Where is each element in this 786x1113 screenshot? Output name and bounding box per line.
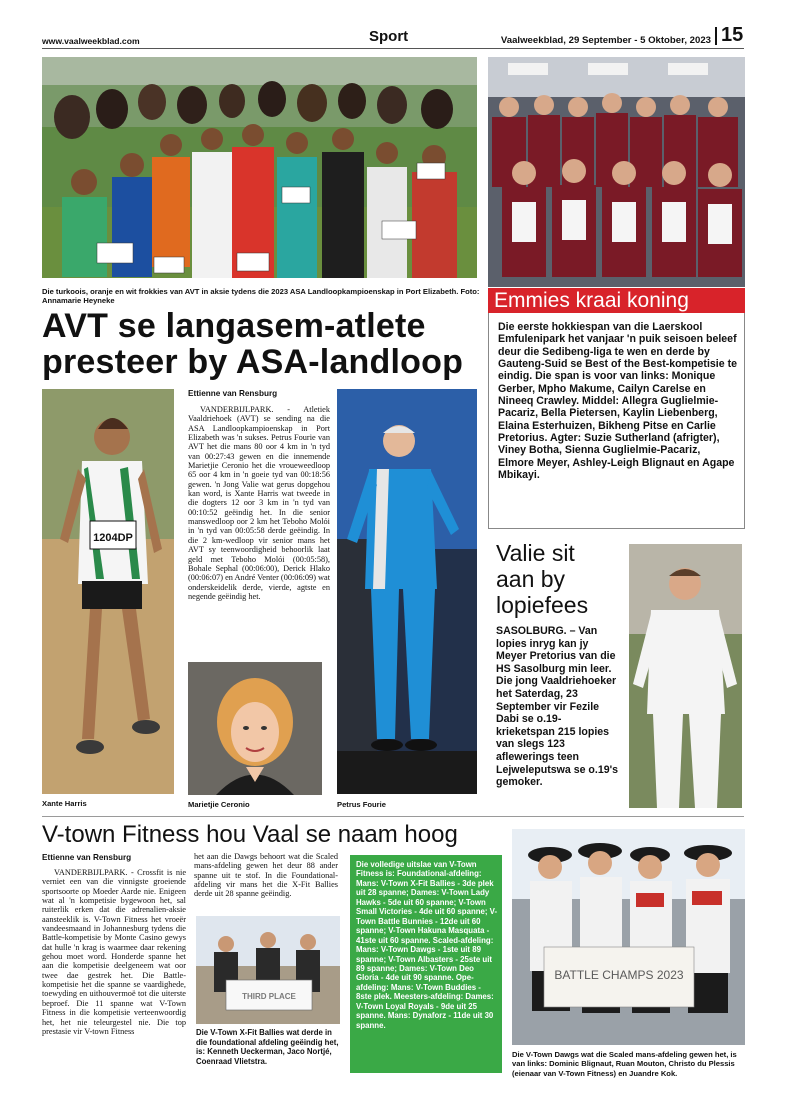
valie-body: SASOLBURG. – Van lopies inryg kan jy Meyer Pretorius van die HS Sasolburg min leer. Die jong Vaaldriehoeker het Saterdag, 23 September vir Fezile Dabi se o.19-krieketspan 215 lopies van slegs 123 aflewerings teen Lejweleputswa se o.19's gemoker. [496,625,619,789]
marietjie-caption: Marietjie Ceronio [188,800,250,809]
vtown-top-rule [42,816,744,817]
xfit-ballies-caption: Die V-Town X-Fit Ballies wat derde in die foundational afdeling geëindig het, is: Kenneth Ueckerman, Jaco Nortjé, Coenraad Vlietstra. [196,1028,339,1066]
xante-harris-photo [42,389,174,794]
emmies-body: Die eerste hokkiespan van die Laerskool Emfulenipark het vanjaar 'n puik seisoen beleef deur die Sedibeng-liga te wen en derde by Gauteng-Suid se Best of the Best-kompetisie te eindig. Die span is voor van links: Monique Gerber, Mpho Makume, Cailyn Carelse en Nineeq Crawley. Middel: Allegra Guglielmie-Pacariz, Bella Pietersen, Kaylin Liebenberg, Elaina Esterhuizen, Bikheng Pitse en Carlie Pretorius. Agter: Suzie Sutherland (afrigter), Viney Botha, Sienna Guglielmie-Pacariz, Elmore Meyer, Ashley-Leigh Blignaut en Agape Mbikayi. [498,321,737,482]
crowd-photo-caption: Die turkoois, oranje en wit frokkies van AVT in aksie tydens die 2023 ASA Landloopkampioenskap in Port Elizabeth. Foto: Annamarie Heyneke [42,287,480,306]
petrus-fourie-photo [337,389,477,794]
petrus-caption: Petrus Fourie [337,800,386,809]
emmies-hockey-team-photo [488,57,745,287]
page-number-divider [715,27,717,45]
avt-body: VANDERBIJLPARK. - Atletiek Vaaldriehoek (AVT) se sending na die ASA Landloopkampioenskap in Port Elizabeth was 'n sukses. Petrus Fourie van AVT het die mans 80 oor 4 km in 'n tyd van 00:27:43 gewen en die innemende Marietjie Ceronio het die vroueweedloop 65 oor 4 km in 'n goeie tyd van 00:18:56 gewen. 'n Jong Valie wat gerus dopgehou kan word, is Xante Harris wat tweede in die dogters 12 oor 3 km in 'n tyd van 00:10:52 geëindig het. In die senior manswedloop oor 2 km het Teboho Molói in 'n tyd van 00:05:58 derde geëindig. In die 2 km-wedloop vir senior mans het AVT sy teenwoordigheid behoorlik laat geld met Teboho Molói (00:05:58), Bohale Sephal (00:06:00), Derick Hlako (00:06:07) en André Venter (00:06:09) wat onderskeidelik derde, vierde, agtste en negende geëindig het. [188,405,331,601]
battle-champs-banner: BATTLE CHAMPS 2023 [554,968,684,982]
vtown-dawgs-caption: Die V-Town Dawgs wat die Scaled mans-afdeling gewen het, is van links: Dominic Blignaut, Ruan Mouton, Christo du Plessis (eienaar van V-Town Fitness) en Juandre Kok. [512,1050,737,1078]
avt-headline-line1: AVT se langasem-atlete [42,307,426,345]
valie-headline [496,540,626,618]
emmies-banner [488,288,745,313]
emmies-text-box [488,313,745,529]
vtown-body-col1: VANDERBIJLPARK. - Crossfit is nie verniet een van die vinnigste groeiende sportsoorte op Moeder Aarde nie. Enigeen wat al 'n kompetisie bygewoon het, sal ruiterlik erken dat die adrenalien-aksie aansteeklik is. V-Town Fitness het vroeër vandeesmaand in Johannesburg tydens die Battle-kompetisie by Monte Casino gewys dat hulle 'n krag is waarmee daar rekening gehou moet word. Honderde spanne het aan die kompetisie deelgeneem wat oor twee dae gestrek het. Die Battle-kompetisie het die spanne se vaardighede, toewyding en uithouvermoë tot die uiterste beproef. Die 11 spanne wat V-Town Fitness in die kompetisie verteenwoordig het, het nie teleurgestel nie. Die top prestasie vir V-town Fitness [42,868,186,1036]
valie-headline-line2: aan by [496,566,566,592]
vtown-headline: V-town Fitness hou Vaal se naam hoog [42,821,458,848]
vtown-body-col2: het aan die Dawgs behoort wat die Scaled mans-afdeling gewen het deur 88 ander spanne uit te stof. In die Foundational-afdeling vir mans het die X-Fit Ballies derde uit 28 spanne geëindig. [194,852,338,899]
results-box [350,855,502,1073]
website-url: www.vaalweekblad.com [42,36,140,46]
bib-number: 1204DP [93,532,133,544]
marietjie-ceronio-photo [188,662,322,795]
xfit-ballies-photo [196,916,340,1024]
emmies-banner-title: Emmies kraai koning [494,289,689,312]
cross-country-crowd-photo [42,57,477,278]
page-number: 15 [721,24,744,46]
header-rule [42,48,744,49]
section-title: Sport [369,28,409,45]
avt-byline: Ettienne van Rensburg [188,389,278,398]
third-place-banner: THIRD PLACE [242,992,296,1001]
valie-headline-line1: Valie sit [496,540,575,566]
vtown-byline: Ettienne van Rensburg [42,853,132,862]
valie-headline-line3: lopiefees [496,592,589,618]
avt-headline-line2: presteer by ASA-landloop [42,343,464,381]
vtown-dawgs-photo [512,829,745,1045]
page-header [0,0,786,50]
meyer-pretorius-photo [629,544,742,808]
results-text: Die volledige uitslae van V-Town Fitness is: Foundational-afdeling: Mans: V-Town X-Fit Ballies - 3de plek uit 28 spanne; Dames: V-Town Lady Hawks - 5de uit 60 spanne; V-Town Small Victories - 4de uit 60 spanne; V-Town Battle Bunnies - 12de uit 60 spanne; V-Town Hakuna Masquata - 41ste uit 60 spanne. Scaled-afdeling: Mans: V-Town Dawgs - 1ste uit 89 spanne; V-Town Albasters - 25ste uit 89 spanne; Dames: V-Town Deo Gloria - 4de uit 90 spanne. Ope-afdeling: Mans: V-Town Buddies - 8ste plek. Meesters-afdeling: Dames: V-Town Loyal Royals - 9de uit 25 spanne. Mans: Dynaforz - 11de uit 30 spanne. [356,860,498,1030]
xante-caption: Xante Harris [42,799,87,808]
issue-date: Vaalweekblad, 29 September - 5 Oktober, 2023 [500,35,711,46]
